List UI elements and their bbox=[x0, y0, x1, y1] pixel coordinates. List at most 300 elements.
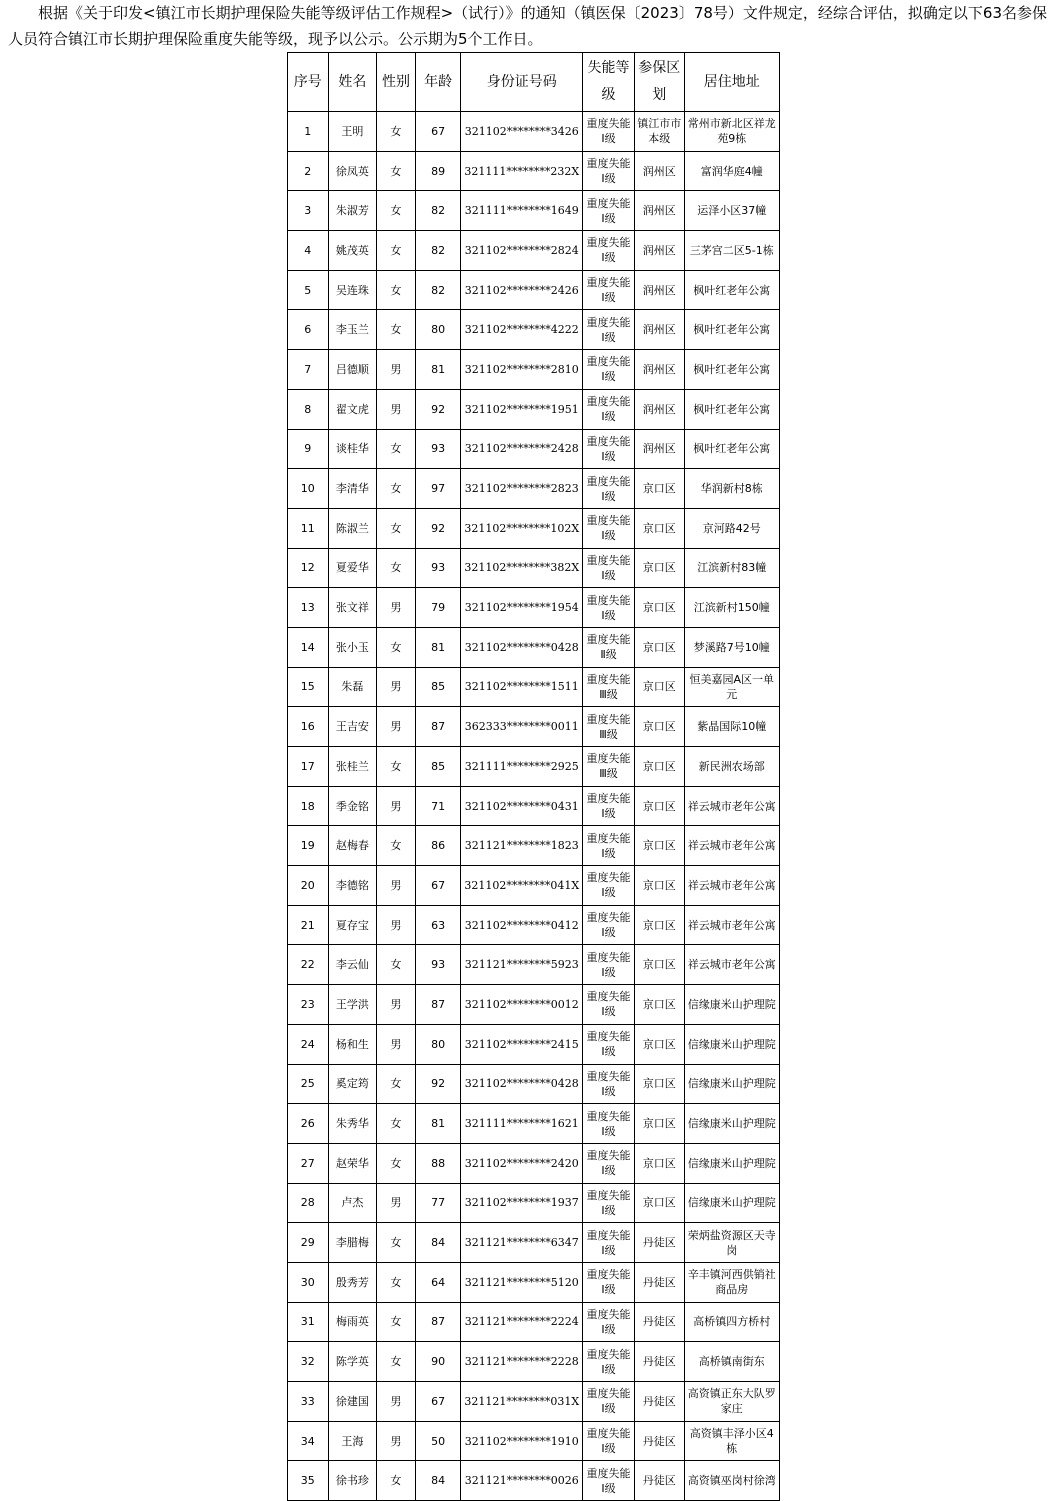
cell-address: 信缘康米山护理院 bbox=[684, 1064, 779, 1104]
cell-serial: 35 bbox=[288, 1461, 329, 1501]
cell-name: 朱淑芳 bbox=[328, 191, 377, 231]
cell-name: 殷秀芳 bbox=[328, 1262, 377, 1302]
cell-serial: 32 bbox=[288, 1342, 329, 1382]
table-row bbox=[288, 1024, 780, 1064]
cell-sex: 女 bbox=[377, 1143, 416, 1183]
cell-serial: 13 bbox=[288, 588, 329, 628]
cell-insured-district: 润州区 bbox=[634, 350, 684, 390]
cell-sex: 男 bbox=[377, 707, 416, 747]
cell-name: 张文祥 bbox=[328, 588, 377, 628]
cell-name: 杨和生 bbox=[328, 1024, 377, 1064]
cell-name: 朱秀华 bbox=[328, 1104, 377, 1144]
cell-insured-district: 京口区 bbox=[634, 985, 684, 1025]
cell-name: 吴连珠 bbox=[328, 270, 377, 310]
cell-age: 93 bbox=[415, 945, 461, 985]
cell-id-number: 321102********0428 bbox=[461, 1064, 583, 1104]
cell-serial: 26 bbox=[288, 1104, 329, 1144]
cell-age: 84 bbox=[415, 1461, 461, 1501]
cell-insured-district: 京口区 bbox=[634, 786, 684, 826]
table-row bbox=[288, 1461, 780, 1501]
cell-name: 李德铭 bbox=[328, 866, 377, 906]
table-row bbox=[288, 112, 780, 152]
table-row bbox=[288, 866, 780, 906]
cell-disability-level: 重度失能Ⅰ级 bbox=[583, 350, 635, 390]
cell-serial: 17 bbox=[288, 747, 329, 787]
cell-sex: 女 bbox=[377, 469, 416, 509]
cell-id-number: 321102********0431 bbox=[461, 786, 583, 826]
cell-age: 90 bbox=[415, 1342, 461, 1382]
cell-age: 86 bbox=[415, 826, 461, 866]
table-row bbox=[288, 310, 780, 350]
cell-disability-level: 重度失能Ⅰ级 bbox=[583, 1183, 635, 1223]
table-row bbox=[288, 508, 780, 548]
cell-sex: 女 bbox=[377, 627, 416, 667]
table-row bbox=[288, 945, 780, 985]
cell-disability-level: 重度失能Ⅰ级 bbox=[583, 1104, 635, 1144]
cell-sex: 女 bbox=[377, 508, 416, 548]
cell-sex: 男 bbox=[377, 389, 416, 429]
header-sex: 性别 bbox=[377, 53, 416, 112]
cell-id-number: 321102********1951 bbox=[461, 389, 583, 429]
cell-insured-district: 京口区 bbox=[634, 667, 684, 707]
cell-age: 87 bbox=[415, 985, 461, 1025]
cell-disability-level: 重度失能Ⅰ级 bbox=[583, 508, 635, 548]
cell-insured-district: 京口区 bbox=[634, 1064, 684, 1104]
cell-sex: 女 bbox=[377, 747, 416, 787]
cell-disability-level: 重度失能Ⅰ级 bbox=[583, 1421, 635, 1461]
cell-sex: 男 bbox=[377, 1024, 416, 1064]
cell-age: 82 bbox=[415, 270, 461, 310]
table-row bbox=[288, 1262, 780, 1302]
cell-insured-district: 镇江市市本级 bbox=[634, 112, 684, 152]
cell-address: 祥云城市老年公寓 bbox=[684, 826, 779, 866]
cell-sex: 女 bbox=[377, 1262, 416, 1302]
cell-id-number: 321121********2224 bbox=[461, 1302, 583, 1342]
cell-serial: 25 bbox=[288, 1064, 329, 1104]
table-row bbox=[288, 389, 780, 429]
cell-serial: 7 bbox=[288, 350, 329, 390]
cell-id-number: 321102********0428 bbox=[461, 627, 583, 667]
cell-name: 谈桂华 bbox=[328, 429, 377, 469]
cell-serial: 5 bbox=[288, 270, 329, 310]
cell-age: 81 bbox=[415, 627, 461, 667]
table-row bbox=[288, 231, 780, 271]
table-row bbox=[288, 1342, 780, 1382]
cell-address: 枫叶红老年公寓 bbox=[684, 310, 779, 350]
cell-sex: 女 bbox=[377, 310, 416, 350]
cell-insured-district: 京口区 bbox=[634, 945, 684, 985]
cell-address: 三茅宫二区5-1栋 bbox=[684, 231, 779, 271]
cell-serial: 3 bbox=[288, 191, 329, 231]
cell-insured-district: 京口区 bbox=[634, 1183, 684, 1223]
cell-id-number: 321121********6347 bbox=[461, 1223, 583, 1263]
table-row bbox=[288, 548, 780, 588]
cell-id-number: 321102********2810 bbox=[461, 350, 583, 390]
cell-id-number: 321102********2420 bbox=[461, 1143, 583, 1183]
cell-name: 翟文虎 bbox=[328, 389, 377, 429]
cell-address: 信缘康米山护理院 bbox=[684, 1183, 779, 1223]
cell-disability-level: 重度失能Ⅰ级 bbox=[583, 866, 635, 906]
table-row bbox=[288, 469, 780, 509]
table-row bbox=[288, 786, 780, 826]
cell-name: 吕德顺 bbox=[328, 350, 377, 390]
cell-id-number: 321102********1910 bbox=[461, 1421, 583, 1461]
cell-name: 陈学英 bbox=[328, 1342, 377, 1382]
table-row bbox=[288, 1382, 780, 1422]
cell-disability-level: 重度失能Ⅰ级 bbox=[583, 1143, 635, 1183]
cell-serial: 28 bbox=[288, 1183, 329, 1223]
table-body bbox=[288, 112, 780, 1501]
cell-sex: 女 bbox=[377, 1064, 416, 1104]
table-row bbox=[288, 1223, 780, 1263]
cell-sex: 女 bbox=[377, 191, 416, 231]
cell-insured-district: 丹徒区 bbox=[634, 1461, 684, 1501]
cell-sex: 男 bbox=[377, 588, 416, 628]
cell-sex: 女 bbox=[377, 1302, 416, 1342]
cell-age: 67 bbox=[415, 866, 461, 906]
cell-address: 祥云城市老年公寓 bbox=[684, 905, 779, 945]
cell-id-number: 321102********0012 bbox=[461, 985, 583, 1025]
cell-name: 徐建国 bbox=[328, 1382, 377, 1422]
cell-disability-level: 重度失能Ⅰ级 bbox=[583, 191, 635, 231]
cell-age: 89 bbox=[415, 151, 461, 191]
cell-disability-level: 重度失能Ⅰ级 bbox=[583, 786, 635, 826]
cell-name: 朱磊 bbox=[328, 667, 377, 707]
cell-disability-level: 重度失能Ⅲ级 bbox=[583, 667, 635, 707]
cell-id-number: 321102********1954 bbox=[461, 588, 583, 628]
cell-age: 82 bbox=[415, 231, 461, 271]
table-row bbox=[288, 429, 780, 469]
cell-serial: 11 bbox=[288, 508, 329, 548]
cell-age: 67 bbox=[415, 112, 461, 152]
cell-age: 93 bbox=[415, 429, 461, 469]
cell-insured-district: 润州区 bbox=[634, 231, 684, 271]
cell-sex: 女 bbox=[377, 112, 416, 152]
cell-serial: 31 bbox=[288, 1302, 329, 1342]
cell-serial: 21 bbox=[288, 905, 329, 945]
table-row bbox=[288, 191, 780, 231]
cell-insured-district: 丹徒区 bbox=[634, 1262, 684, 1302]
cell-name: 赵荣华 bbox=[328, 1143, 377, 1183]
header-insured-district: 参保区划 bbox=[634, 53, 684, 112]
cell-id-number: 321102********1937 bbox=[461, 1183, 583, 1223]
cell-name: 姚茂英 bbox=[328, 231, 377, 271]
cell-disability-level: 重度失能Ⅰ级 bbox=[583, 389, 635, 429]
cell-insured-district: 京口区 bbox=[634, 1024, 684, 1064]
cell-disability-level: 重度失能Ⅰ级 bbox=[583, 1223, 635, 1263]
cell-sex: 男 bbox=[377, 350, 416, 390]
cell-age: 64 bbox=[415, 1262, 461, 1302]
cell-age: 67 bbox=[415, 1382, 461, 1422]
cell-name: 李云仙 bbox=[328, 945, 377, 985]
cell-id-number: 321102********382X bbox=[461, 548, 583, 588]
cell-name: 陈淑兰 bbox=[328, 508, 377, 548]
cell-insured-district: 京口区 bbox=[634, 747, 684, 787]
cell-name: 卢杰 bbox=[328, 1183, 377, 1223]
cell-serial: 14 bbox=[288, 627, 329, 667]
table-row bbox=[288, 1064, 780, 1104]
cell-id-number: 321121********1823 bbox=[461, 826, 583, 866]
cell-address: 信缘康米山护理院 bbox=[684, 1104, 779, 1144]
cell-age: 79 bbox=[415, 588, 461, 628]
header-disability-level: 失能等级 bbox=[583, 53, 635, 112]
cell-id-number: 321102********2823 bbox=[461, 469, 583, 509]
cell-serial: 10 bbox=[288, 469, 329, 509]
table-row bbox=[288, 350, 780, 390]
cell-sex: 男 bbox=[377, 1382, 416, 1422]
cell-address: 高资镇丰泽小区4栋 bbox=[684, 1421, 779, 1461]
cell-name: 王海 bbox=[328, 1421, 377, 1461]
cell-insured-district: 润州区 bbox=[634, 429, 684, 469]
cell-disability-level: 重度失能Ⅰ级 bbox=[583, 826, 635, 866]
cell-disability-level: 重度失能Ⅰ级 bbox=[583, 1382, 635, 1422]
cell-name: 李腊梅 bbox=[328, 1223, 377, 1263]
cell-id-number: 321102********2426 bbox=[461, 270, 583, 310]
cell-sex: 男 bbox=[377, 1421, 416, 1461]
cell-address: 枫叶红老年公寓 bbox=[684, 270, 779, 310]
cell-disability-level: 重度失能Ⅰ级 bbox=[583, 1262, 635, 1302]
cell-serial: 16 bbox=[288, 707, 329, 747]
cell-disability-level: 重度失能Ⅲ级 bbox=[583, 707, 635, 747]
cell-id-number: 321102********2824 bbox=[461, 231, 583, 271]
cell-address: 枫叶红老年公寓 bbox=[684, 389, 779, 429]
cell-insured-district: 京口区 bbox=[634, 826, 684, 866]
cell-id-number: 321111********1621 bbox=[461, 1104, 583, 1144]
cell-serial: 34 bbox=[288, 1421, 329, 1461]
cell-address: 梦溪路7号10幢 bbox=[684, 627, 779, 667]
table-row bbox=[288, 1143, 780, 1183]
cell-address: 恒美嘉园A区一单元 bbox=[684, 667, 779, 707]
cell-sex: 女 bbox=[377, 231, 416, 271]
cell-age: 71 bbox=[415, 786, 461, 826]
cell-address: 运泽小区37幢 bbox=[684, 191, 779, 231]
cell-address: 高资镇巫岗村徐湾 bbox=[684, 1461, 779, 1501]
cell-address: 信缘康米山护理院 bbox=[684, 985, 779, 1025]
cell-name: 赵梅春 bbox=[328, 826, 377, 866]
cell-age: 63 bbox=[415, 905, 461, 945]
cell-age: 84 bbox=[415, 1223, 461, 1263]
table-row bbox=[288, 1183, 780, 1223]
cell-insured-district: 丹徒区 bbox=[634, 1382, 684, 1422]
cell-disability-level: 重度失能Ⅰ级 bbox=[583, 1461, 635, 1501]
disability-roster-table bbox=[287, 52, 780, 1501]
cell-name: 张桂兰 bbox=[328, 747, 377, 787]
cell-disability-level: 重度失能Ⅰ级 bbox=[583, 112, 635, 152]
cell-serial: 20 bbox=[288, 866, 329, 906]
table-row bbox=[288, 270, 780, 310]
table-row bbox=[288, 747, 780, 787]
intro-paragraph: 根据《关于印发<镇江市长期护理保险失能等级评估工作规程>（试行）》的通知（镇医保〔2023〕78号）文件规定，经综合评估，拟确定以下63名参保人员符合镇江市长期护理保险重度失能等级，现予以公示。公示期为5个工作日。 bbox=[8, 4, 1047, 48]
cell-address: 祥云城市老年公寓 bbox=[684, 866, 779, 906]
cell-name: 梅雨英 bbox=[328, 1302, 377, 1342]
cell-insured-district: 润州区 bbox=[634, 270, 684, 310]
cell-serial: 33 bbox=[288, 1382, 329, 1422]
cell-sex: 男 bbox=[377, 786, 416, 826]
cell-age: 80 bbox=[415, 310, 461, 350]
table-row bbox=[288, 905, 780, 945]
cell-name: 王吉安 bbox=[328, 707, 377, 747]
cell-sex: 女 bbox=[377, 270, 416, 310]
cell-serial: 29 bbox=[288, 1223, 329, 1263]
table-row bbox=[288, 667, 780, 707]
cell-address: 高资镇正东大队罗家庄 bbox=[684, 1382, 779, 1422]
cell-address: 新民洲农场部 bbox=[684, 747, 779, 787]
cell-age: 92 bbox=[415, 508, 461, 548]
cell-serial: 30 bbox=[288, 1262, 329, 1302]
table-row bbox=[288, 151, 780, 191]
cell-sex: 男 bbox=[377, 1183, 416, 1223]
table-row bbox=[288, 1302, 780, 1342]
cell-address: 常州市新北区祥龙苑9栋 bbox=[684, 112, 779, 152]
cell-id-number: 321102********4222 bbox=[461, 310, 583, 350]
cell-address: 高桥镇四方桥村 bbox=[684, 1302, 779, 1342]
cell-address: 辛丰镇河西供销社商品房 bbox=[684, 1262, 779, 1302]
cell-age: 81 bbox=[415, 1104, 461, 1144]
cell-sex: 女 bbox=[377, 548, 416, 588]
cell-insured-district: 京口区 bbox=[634, 469, 684, 509]
cell-insured-district: 京口区 bbox=[634, 866, 684, 906]
cell-insured-district: 京口区 bbox=[634, 707, 684, 747]
cell-sex: 女 bbox=[377, 826, 416, 866]
cell-disability-level: 重度失能Ⅰ级 bbox=[583, 1024, 635, 1064]
cell-insured-district: 京口区 bbox=[634, 548, 684, 588]
cell-address: 华润新村8栋 bbox=[684, 469, 779, 509]
cell-name: 李清华 bbox=[328, 469, 377, 509]
cell-insured-district: 丹徒区 bbox=[634, 1421, 684, 1461]
cell-id-number: 321102********102X bbox=[461, 508, 583, 548]
cell-disability-level: 重度失能Ⅲ级 bbox=[583, 747, 635, 787]
cell-name: 季金铭 bbox=[328, 786, 377, 826]
cell-id-number: 321102********0412 bbox=[461, 905, 583, 945]
cell-serial: 8 bbox=[288, 389, 329, 429]
cell-serial: 6 bbox=[288, 310, 329, 350]
cell-serial: 1 bbox=[288, 112, 329, 152]
cell-address: 江滨新村83幢 bbox=[684, 548, 779, 588]
cell-insured-district: 润州区 bbox=[634, 310, 684, 350]
cell-address: 枫叶红老年公寓 bbox=[684, 429, 779, 469]
cell-age: 80 bbox=[415, 1024, 461, 1064]
header-serial: 序号 bbox=[288, 53, 329, 112]
table-row bbox=[288, 588, 780, 628]
cell-age: 97 bbox=[415, 469, 461, 509]
cell-name: 夏爱华 bbox=[328, 548, 377, 588]
cell-disability-level: 重度失能Ⅰ级 bbox=[583, 469, 635, 509]
cell-disability-level: 重度失能Ⅰ级 bbox=[583, 548, 635, 588]
cell-sex: 女 bbox=[377, 1223, 416, 1263]
cell-sex: 男 bbox=[377, 905, 416, 945]
header-id-number: 身份证号码 bbox=[461, 53, 583, 112]
cell-id-number: 321121********2228 bbox=[461, 1342, 583, 1382]
cell-disability-level: 重度失能Ⅰ级 bbox=[583, 985, 635, 1025]
cell-age: 87 bbox=[415, 707, 461, 747]
cell-disability-level: 重度失能Ⅰ级 bbox=[583, 945, 635, 985]
cell-age: 93 bbox=[415, 548, 461, 588]
cell-address: 紫晶国际10幢 bbox=[684, 707, 779, 747]
cell-disability-level: 重度失能Ⅰ级 bbox=[583, 1302, 635, 1342]
cell-age: 77 bbox=[415, 1183, 461, 1223]
cell-insured-district: 京口区 bbox=[634, 588, 684, 628]
cell-id-number: 362333********0011 bbox=[461, 707, 583, 747]
cell-insured-district: 润州区 bbox=[634, 389, 684, 429]
table-row bbox=[288, 1104, 780, 1144]
cell-address: 富润华庭4幢 bbox=[684, 151, 779, 191]
cell-insured-district: 丹徒区 bbox=[634, 1342, 684, 1382]
cell-age: 87 bbox=[415, 1302, 461, 1342]
cell-name: 徐凤英 bbox=[328, 151, 377, 191]
table-row bbox=[288, 985, 780, 1025]
cell-insured-district: 京口区 bbox=[634, 508, 684, 548]
cell-disability-level: 重度失能Ⅰ级 bbox=[583, 151, 635, 191]
cell-serial: 9 bbox=[288, 429, 329, 469]
cell-address: 信缘康米山护理院 bbox=[684, 1024, 779, 1064]
cell-id-number: 321121********0026 bbox=[461, 1461, 583, 1501]
cell-insured-district: 京口区 bbox=[634, 905, 684, 945]
cell-serial: 4 bbox=[288, 231, 329, 271]
cell-age: 85 bbox=[415, 667, 461, 707]
cell-id-number: 321102********2428 bbox=[461, 429, 583, 469]
cell-serial: 15 bbox=[288, 667, 329, 707]
cell-serial: 23 bbox=[288, 985, 329, 1025]
cell-address: 祥云城市老年公寓 bbox=[684, 786, 779, 826]
cell-serial: 12 bbox=[288, 548, 329, 588]
cell-serial: 2 bbox=[288, 151, 329, 191]
table-header-row bbox=[288, 53, 780, 112]
cell-address: 信缘康米山护理院 bbox=[684, 1143, 779, 1183]
cell-sex: 女 bbox=[377, 1461, 416, 1501]
cell-disability-level: 重度失能Ⅰ级 bbox=[583, 310, 635, 350]
cell-insured-district: 润州区 bbox=[634, 151, 684, 191]
cell-disability-level: 重度失能Ⅰ级 bbox=[583, 231, 635, 271]
cell-serial: 27 bbox=[288, 1143, 329, 1183]
cell-sex: 男 bbox=[377, 866, 416, 906]
cell-id-number: 321111********232X bbox=[461, 151, 583, 191]
table-row bbox=[288, 627, 780, 667]
cell-sex: 女 bbox=[377, 1342, 416, 1382]
cell-age: 92 bbox=[415, 1064, 461, 1104]
cell-insured-district: 京口区 bbox=[634, 1143, 684, 1183]
cell-address: 荣炳盐资源区天寺岗 bbox=[684, 1223, 779, 1263]
cell-id-number: 321111********2925 bbox=[461, 747, 583, 787]
cell-address: 祥云城市老年公寓 bbox=[684, 945, 779, 985]
cell-disability-level: 重度失能Ⅰ级 bbox=[583, 270, 635, 310]
cell-disability-level: 重度失能Ⅰ级 bbox=[583, 588, 635, 628]
cell-age: 81 bbox=[415, 350, 461, 390]
cell-id-number: 321102********3426 bbox=[461, 112, 583, 152]
cell-age: 50 bbox=[415, 1421, 461, 1461]
table-row bbox=[288, 1421, 780, 1461]
cell-disability-level: 重度失能Ⅰ级 bbox=[583, 1064, 635, 1104]
cell-sex: 男 bbox=[377, 985, 416, 1025]
cell-name: 王明 bbox=[328, 112, 377, 152]
cell-name: 王学洪 bbox=[328, 985, 377, 1025]
cell-id-number: 321102********041X bbox=[461, 866, 583, 906]
cell-age: 92 bbox=[415, 389, 461, 429]
cell-disability-level: 重度失能Ⅰ级 bbox=[583, 429, 635, 469]
cell-address: 高桥镇南街东 bbox=[684, 1342, 779, 1382]
cell-age: 82 bbox=[415, 191, 461, 231]
cell-disability-level: 重度失能Ⅰ级 bbox=[583, 905, 635, 945]
cell-insured-district: 丹徒区 bbox=[634, 1223, 684, 1263]
cell-sex: 女 bbox=[377, 151, 416, 191]
cell-insured-district: 京口区 bbox=[634, 1104, 684, 1144]
table-row bbox=[288, 707, 780, 747]
header-address: 居住地址 bbox=[684, 53, 779, 112]
header-age: 年龄 bbox=[415, 53, 461, 112]
cell-address: 京河路42号 bbox=[684, 508, 779, 548]
table-row bbox=[288, 826, 780, 866]
cell-serial: 24 bbox=[288, 1024, 329, 1064]
cell-id-number: 321102********1511 bbox=[461, 667, 583, 707]
